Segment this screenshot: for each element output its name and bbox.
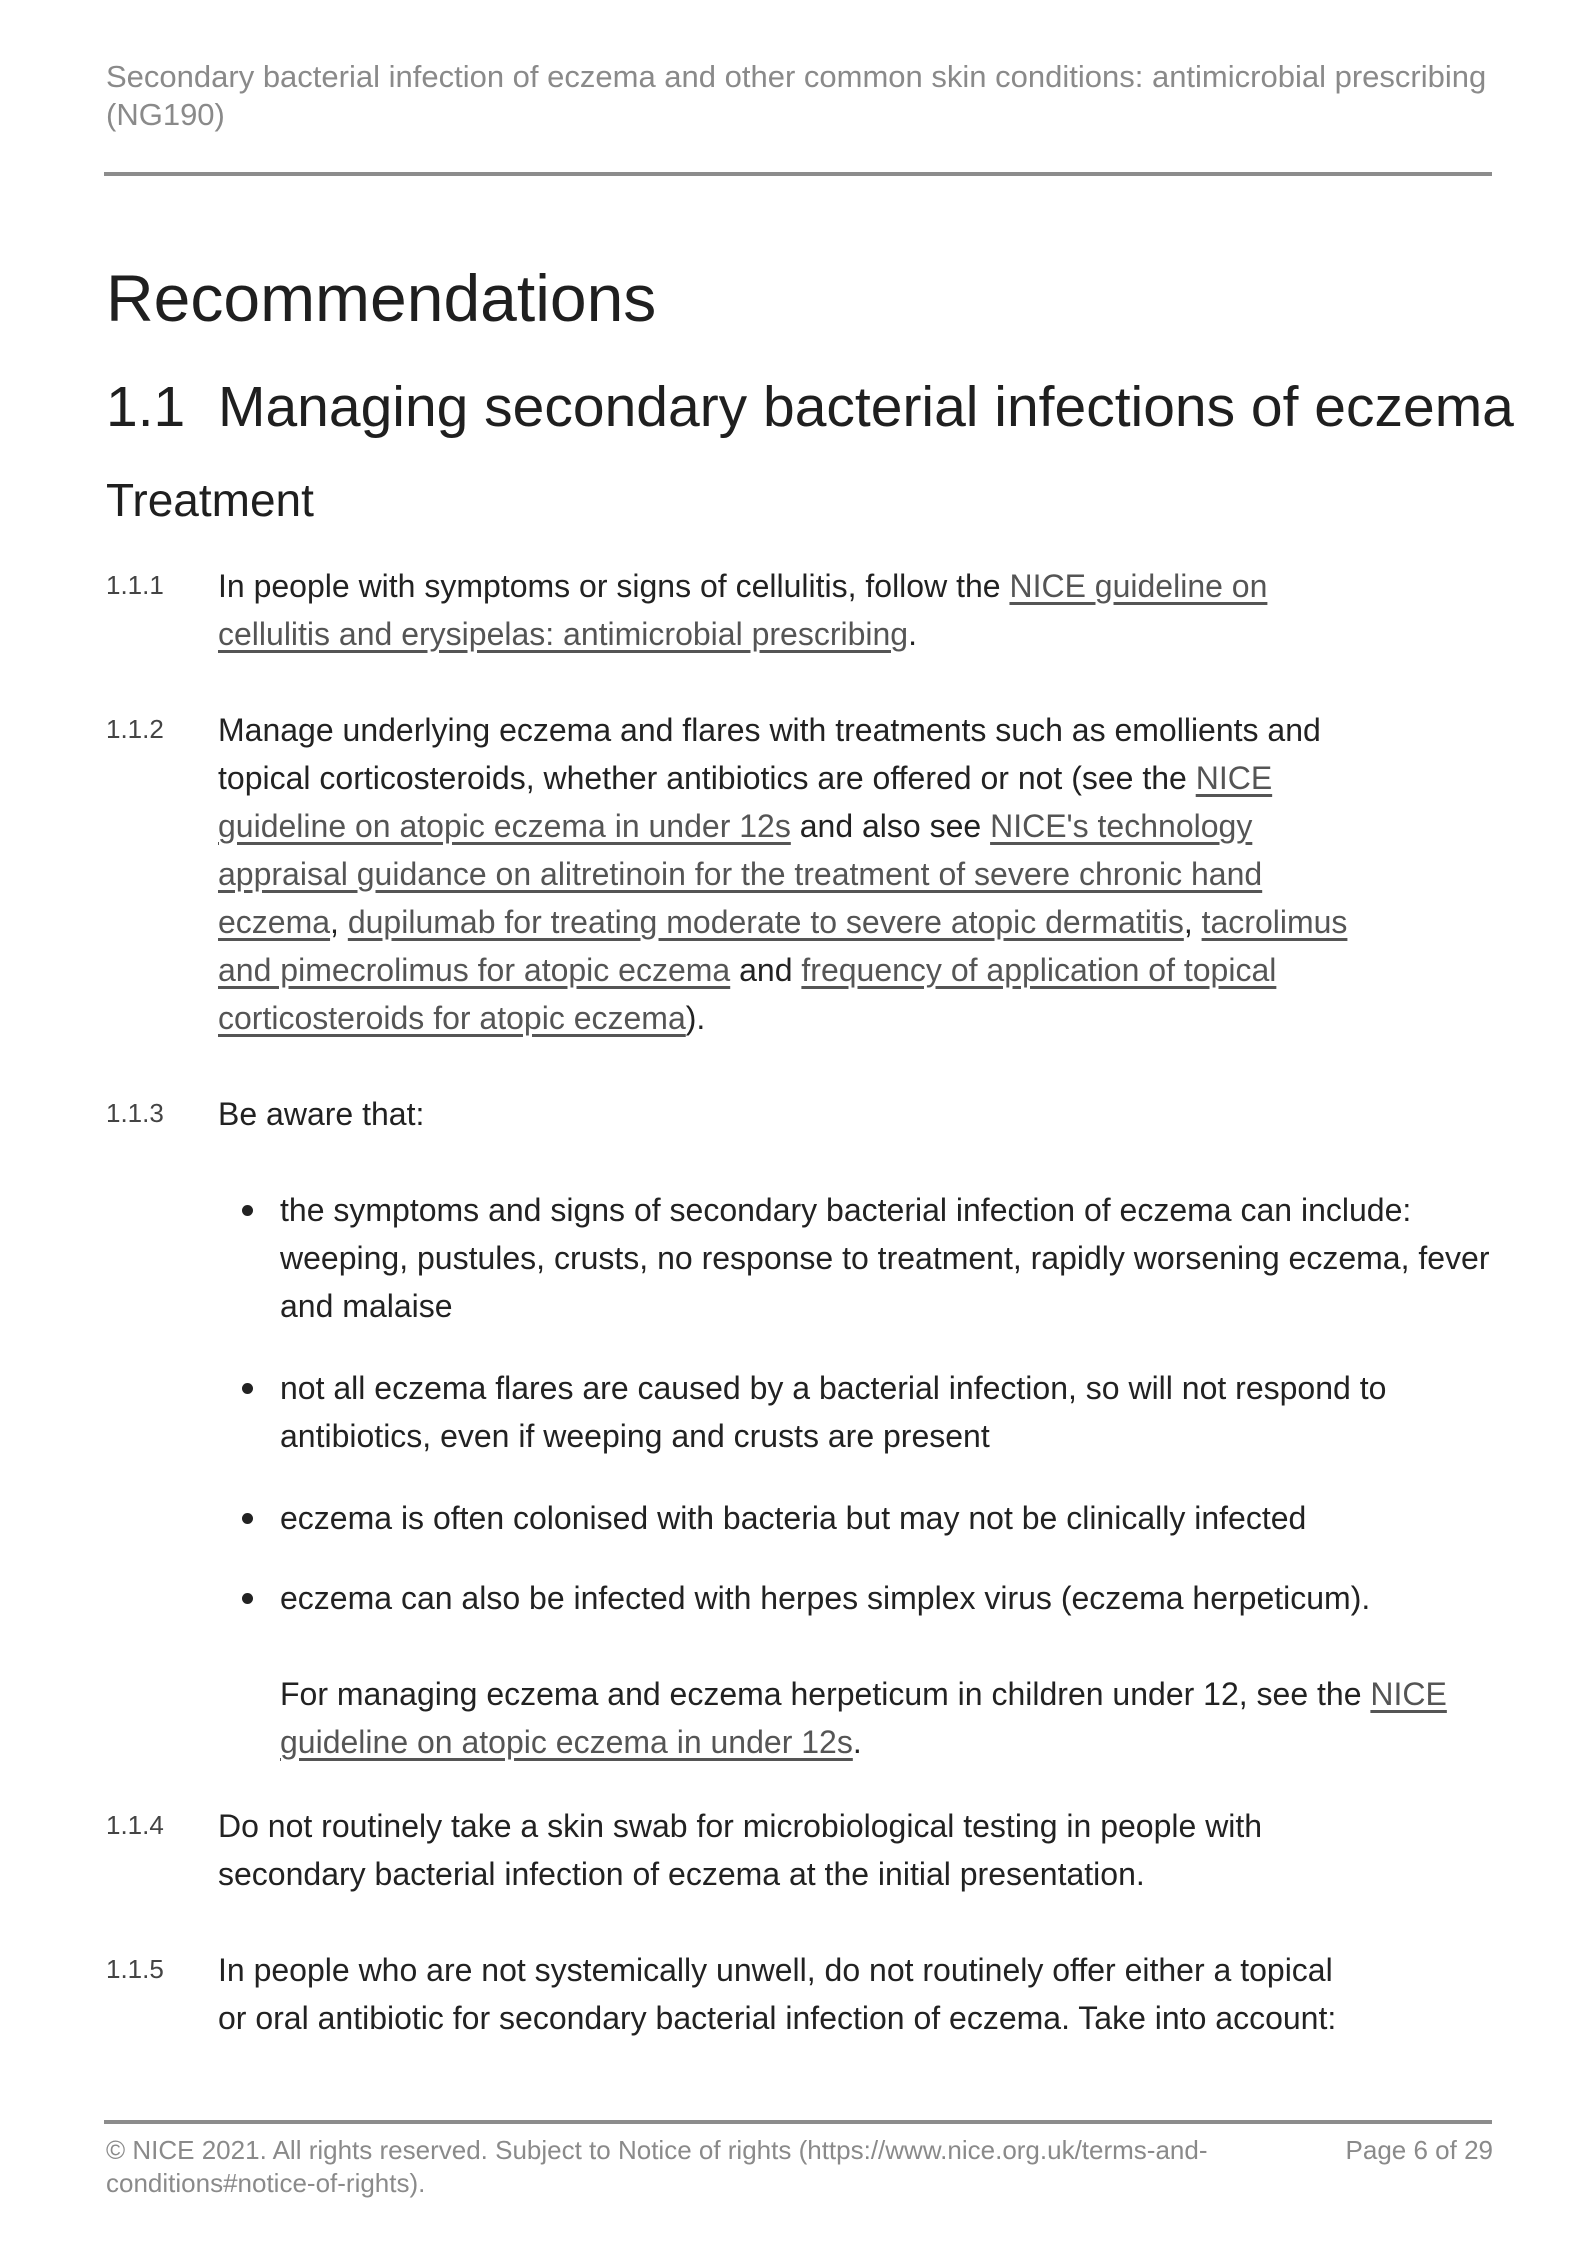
list-item-text: eczema can also be infected with herpes simplex virus (eczema herpeticum). [280,1580,1371,1616]
list-item [280,1494,1480,1542]
recommendation-number: 1.1.4 [106,1810,164,1840]
text-run: In people with symptoms or signs of cellulitis, follow the [218,568,1010,604]
recommendation-note [280,1670,1450,1766]
recommendation-number: 1.1.5 [106,1954,164,1984]
bullet-icon [242,1593,253,1604]
list-item [280,1574,1480,1622]
link-atopic-eczema-guideline[interactable]: NICE guideline on atopic eczema in under 12s [218,760,1273,844]
list-item-text: the symptoms and signs of secondary bacterial infection of eczema can include: weeping, pustules, crusts, no response to treatment, rapidly worsening eczema, fever and malaise [280,1192,1490,1324]
recommendation-text [218,562,1368,658]
text-run: and [730,952,802,988]
recommendation-number: 1.1.3 [106,1098,164,1128]
list-item-text: not all eczema flares are caused by a bacterial infection, so will not respond to antibiotics, even if weeping and crusts are present [280,1370,1387,1454]
text-run: Manage underlying eczema and flares with treatments such as emollients and topical corticosteroids, whether antibiotics are offered or not (see the [218,712,1321,796]
recommendation-1-1-1 [106,562,1406,658]
text-run: , [1183,904,1202,940]
link-cellulitis-guideline[interactable]: NICE guideline on cellulitis and erysipelas: antimicrobial prescribing [218,568,1268,652]
text-run: ). [685,1000,706,1036]
bullet-icon [242,1205,253,1216]
recommendation-number: 1.1.2 [106,714,164,744]
recommendation-1-1-4 [106,1802,1406,1898]
list-item [280,1364,1430,1460]
header-divider [104,172,1492,176]
list-item-text: eczema is often colonised with bacteria but may not be clinically infected [280,1500,1307,1536]
recommendation-1-1-2 [106,706,1406,1042]
bullet-icon [242,1513,253,1524]
list-item [280,1186,1530,1330]
recommendation-text: Be aware that: [218,1096,425,1132]
link-atopic-eczema-guideline-2[interactable]: NICE guideline on atopic eczema in under 12s [280,1676,1447,1760]
text-run: For managing eczema and eczema herpeticum in children under 12, see the [280,1676,1371,1712]
text-run: . [852,1724,862,1760]
section-title: Managing secondary bacterial infections of eczema [218,375,1514,439]
recommendation-1-1-5 [106,1946,1406,2042]
footer-divider [104,2120,1492,2124]
bullet-icon [242,1383,253,1394]
text-run: and also see [790,808,991,844]
running-header: Secondary bacterial infection of eczema and other common skin conditions: antimicrobial prescribing (NG190) [106,59,1487,132]
link-alitretinoin-guidance[interactable]: NICE's technology appraisal guidance on alitretinoin for the treatment of severe chronic hand eczema [218,808,1263,940]
page-number: Page 6 of 29 [1345,2135,1493,2165]
recommendation-text: Do not routinely take a skin swab for microbiological testing in people with secondary bacterial infection of eczema at the initial presentation. [218,1808,1263,1892]
footer-copyright: © NICE 2021. All rights reserved. Subject to Notice of rights (https://www.nice.org.uk/terms-and-conditions#notice-of-rights). [106,2135,1208,2198]
recommendation-number: 1.1.1 [106,570,164,600]
recommendation-text: In people who are not systemically unwell, do not routinely offer either a topical or oral antibiotic for secondary bacterial infection of eczema. Take into account: [218,1952,1337,2036]
recommendation-1-1-3 [106,1090,1406,1138]
subsection-heading: Treatment [106,474,314,526]
recommendation-text [218,706,1368,1042]
section-number: 1.1 [106,375,186,439]
link-corticosteroids-guidance[interactable]: frequency of application of topical corticosteroids for atopic eczema [218,952,1277,1036]
section-heading [106,372,1546,442]
page-title: Recommendations [106,261,657,335]
link-dupilumab-guidance[interactable]: dupilumab for treating moderate to severe atopic dermatitis [347,904,1184,940]
text-run: , [330,904,348,940]
link-tacrolimus-guidance[interactable]: tacrolimus and pimecrolimus for atopic eczema [218,904,1348,988]
text-run: . [908,616,917,652]
